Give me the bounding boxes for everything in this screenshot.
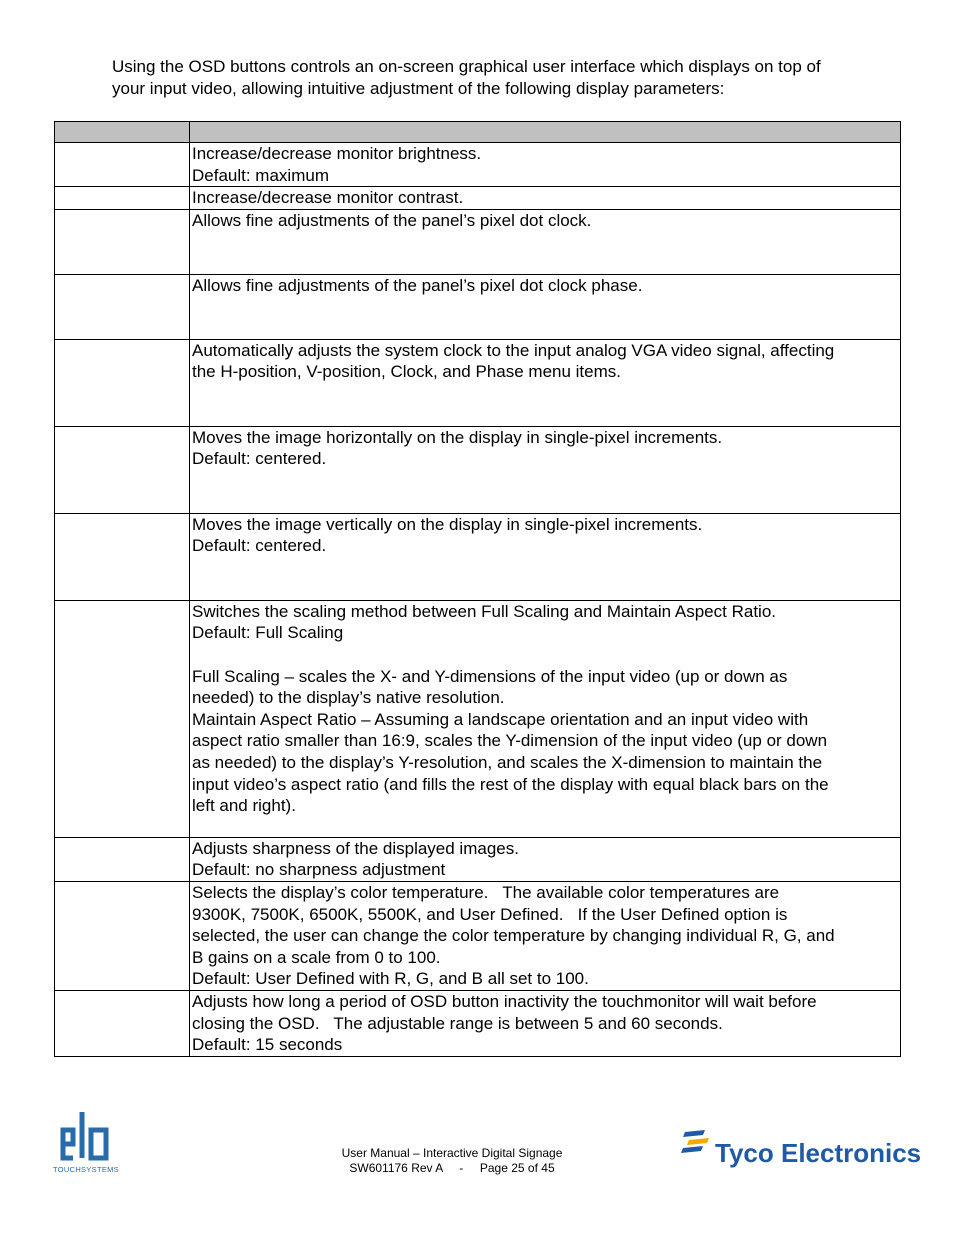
parameter-name-cell <box>55 274 190 339</box>
parameter-name-cell <box>55 143 190 187</box>
description-line: Increase/decrease monitor contrast. <box>192 188 464 208</box>
parameter-name-cell <box>55 209 190 274</box>
description-line: the H-position, V-position, Clock, and Phase menu items. <box>192 362 621 382</box>
description-line: aspect ratio smaller than 16:9, scales the Y-dimension of the input video (up or down <box>192 731 828 751</box>
parameter-description-cell <box>190 209 901 274</box>
description-line: Default: User Defined with R, G, and B all set to 100. <box>192 969 589 989</box>
parameter-description-cell <box>190 990 901 1056</box>
svg-text:Tyco Electronics: Tyco Electronics <box>715 1138 922 1168</box>
description-line: Moves the image horizontally on the display in single-pixel increments. <box>192 427 723 447</box>
table-row <box>55 990 901 1056</box>
description-line: Automatically adjusts the system clock to the input analog VGA video signal, affecting <box>192 340 835 360</box>
description-line: as needed) to the display’s Y-resolution, and scales the X-dimension to maintain the <box>192 752 823 772</box>
parameter-description-cell <box>190 339 901 426</box>
elo-touchsystems-logo <box>53 1108 119 1174</box>
parameter-name-cell <box>55 990 190 1056</box>
parameter-description-cell <box>190 143 901 187</box>
description-line: Adjusts how long a period of OSD button inactivity the touchmonitor will wait before <box>192 991 817 1011</box>
description-line: Adjusts sharpness of the displayed images. <box>192 838 519 858</box>
description-line: input video’s aspect ratio (and fills the rest of the display with equal black bars on the <box>192 774 829 794</box>
description-line: B gains on a scale from 0 to 100. <box>192 947 441 967</box>
description-line: needed) to the display’s native resolution. <box>192 688 505 708</box>
description-line: Switches the scaling method between Full Scaling and Maintain Aspect Ratio. <box>192 601 776 621</box>
parameter-description-cell <box>190 274 901 339</box>
description-line: Allows fine adjustments of the panel’s pixel dot clock phase. <box>192 275 643 295</box>
description-line: Increase/decrease monitor brightness. <box>192 144 482 163</box>
table-row <box>55 881 901 990</box>
parameter-description-cell <box>190 513 901 600</box>
intro-line-1: Using the OSD buttons controls an on-screen graphical user interface which displays on top of <box>112 57 821 76</box>
parameter-name-cell <box>55 881 190 990</box>
description-line: left and right). <box>192 796 296 816</box>
table-row <box>55 426 901 513</box>
footer-line-2: SW601176 Rev A - Page 25 of 45 <box>349 1161 555 1175</box>
parameter-description-cell <box>190 187 901 210</box>
intro-line-2: your input video, allowing intuitive adjustment of the following display parameters: <box>112 78 725 98</box>
description-line: 9300K, 7500K, 6500K, 5500K, and User Defined. If the User Defined option is <box>192 904 788 924</box>
osd-parameters-table <box>54 121 901 1057</box>
table-row <box>55 600 901 837</box>
tyco-electronics-logo <box>681 1124 922 1172</box>
table-row <box>55 837 901 881</box>
table-row <box>55 143 901 187</box>
description-line: Allows fine adjustments of the panel’s pixel dot clock. <box>192 210 592 230</box>
description-line: Default: Full Scaling <box>192 623 344 643</box>
description-line: Default: no sharpness adjustment <box>192 860 446 880</box>
description-line: Moves the image vertically on the display in single-pixel increments. <box>192 514 703 534</box>
description-line: Default: centered. <box>192 449 327 469</box>
table-row <box>55 513 901 600</box>
description-line <box>192 644 900 666</box>
table-row <box>55 274 901 339</box>
table-row <box>55 339 901 426</box>
parameter-name-cell <box>55 600 190 837</box>
parameter-name-cell <box>55 187 190 210</box>
table-row <box>55 209 901 274</box>
svg-text:TOUCHSYSTEMS: TOUCHSYSTEMS <box>53 1165 119 1174</box>
description-line: Selects the display’s color temperature. The available color temperatures are <box>192 882 780 902</box>
table-row <box>55 187 901 210</box>
intro-paragraph <box>112 56 912 99</box>
description-line: selected, the user can change the color temperature by changing individual R, G, and <box>192 926 835 946</box>
description-line: Default: 15 seconds <box>192 1035 343 1055</box>
parameter-description-cell <box>190 881 901 990</box>
footer-text <box>300 1146 604 1176</box>
parameter-name-cell <box>55 837 190 881</box>
parameter-description-cell <box>190 600 901 837</box>
parameter-description-cell <box>190 837 901 881</box>
description-line: Maintain Aspect Ratio – Assuming a landscape orientation and an input video with <box>192 709 809 729</box>
description-line: Full Scaling – scales the X- and Y-dimensions of the input video (up or down as <box>192 666 788 686</box>
parameter-description-cell <box>190 426 901 513</box>
footer-line-1: User Manual – Interactive Digital Signage <box>341 1146 563 1160</box>
description-line: Default: centered. <box>192 536 327 556</box>
header-description <box>190 122 901 143</box>
parameter-name-cell <box>55 339 190 426</box>
table-header-row <box>55 122 901 143</box>
parameter-name-cell <box>55 426 190 513</box>
description-line: Default: maximum <box>192 165 329 185</box>
header-parameter <box>55 122 190 143</box>
description-line: closing the OSD. The adjustable range is between 5 and 60 seconds. <box>192 1013 723 1033</box>
parameter-name-cell <box>55 513 190 600</box>
